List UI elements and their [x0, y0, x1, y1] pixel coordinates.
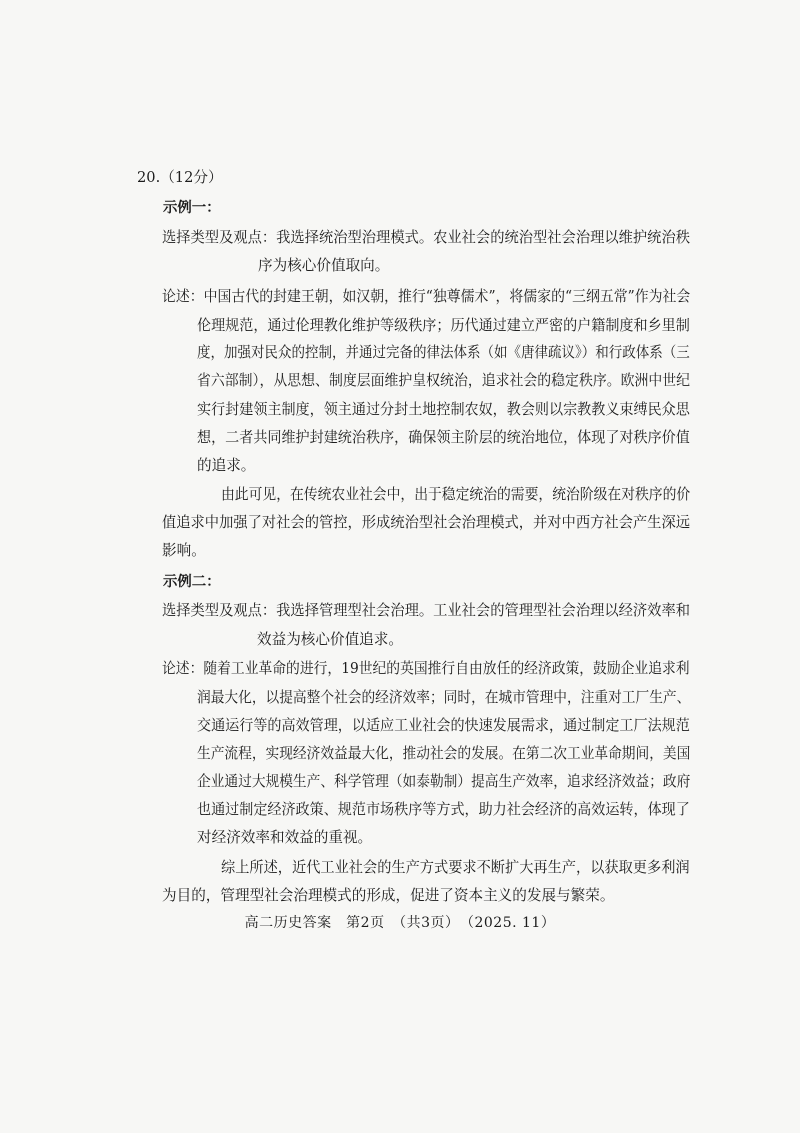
example2-argument-line: 论述：随着工业革命的进行，19世纪的英国推行自由放任的经济政策，鼓励企业追求利 [162, 660, 690, 677]
example1-argument-line: 论述：中国古代的封建王朝，如汉朝，推行“独尊儒术”，将儒家的“三纲五常”作为社会 [162, 288, 691, 305]
example1-viewpoint-line: 序为核心价值取向。 [258, 257, 390, 274]
example1-argument-line: 想，二者共同维护封建统治秩序，确保领主阶层的统治地位，体现了对秩序价值 [197, 429, 690, 446]
example2-viewpoint-line: 选择类型及观点：我选择管理型社会治理。工业社会的管理型社会治理以经济效率和 [162, 602, 690, 619]
example1-argument-line: 省六部制），从思想、制度层面维护皇权统治，追求社会的稳定秩序。欧洲中世纪 [197, 372, 691, 389]
example2-conclusion-line: 综上所述，近代工业社会的生产方式要求不断扩大再生产，以获取更多利润 [221, 859, 690, 876]
example1-conclusion-line: 由此可见，在传统农业社会中，出于稳定统治的需要，统治阶级在对秩序的价 [221, 486, 691, 503]
example1-viewpoint-line: 选择类型及观点：我选择统治型治理模式。农业社会的统治型社会治理以维护统治秩 [162, 229, 690, 246]
question-number: 20.（12分） [137, 169, 223, 186]
example1-argument-line: 实行封建领主制度，领主通过分封土地控制农奴，教会则以宗教教义束缚民众思 [197, 401, 690, 418]
example1-argument-line: 的追求。 [197, 457, 256, 474]
example1-argument-line: 度，加强对民众的控制，并通过完备的律法体系（如《唐律疏议》）和行政体系（三 [197, 344, 690, 361]
example2-argument-line: 润最大化，以提高整个社会的经济效率；同时，在城市管理中，注重对工厂生产、 [197, 689, 691, 706]
example2-argument-line: 生产流程，实现经济效益最大化，推动社会的发展。在第二次工业革命期间，美国 [197, 745, 691, 762]
example1-heading: 示例一： [163, 200, 221, 216]
page-footer: 高二历史答案 第2页 （共3页） （2025. 11） [244, 915, 556, 931]
example2-viewpoint-line: 效益为核心价值追求。 [257, 631, 403, 648]
example2-conclusion-line: 为目的，管理型社会治理模式的形成，促进了资本主义的发展与繁荣。 [162, 887, 615, 904]
example1-argument-line: 伦理规范，通过伦理教化维护等级秩序；历代通过建立严密的户籍制度和乡里制 [197, 317, 690, 334]
example2-heading: 示例二： [163, 574, 221, 590]
example1-conclusion-line: 值追求中加强了对社会的管控，形成统治型社会治理模式，并对中西方社会产生深远 [162, 514, 690, 531]
example2-argument-line: 也通过制定经济政策、规范市场秩序等方式，助力社会经济的高效运转，体现了 [197, 801, 690, 818]
example2-argument-line: 企业通过大规模生产、科学管理（如泰勒制）提高生产效率，追求经济效益；政府 [197, 773, 691, 790]
example2-argument-line: 交通运行等的高效管理，以适应工业社会的快速发展需求，通过制定工厂法规范 [197, 717, 690, 734]
example2-argument-line: 对经济效率和效益的重视。 [197, 829, 373, 846]
example1-conclusion-line: 影响。 [162, 542, 206, 559]
